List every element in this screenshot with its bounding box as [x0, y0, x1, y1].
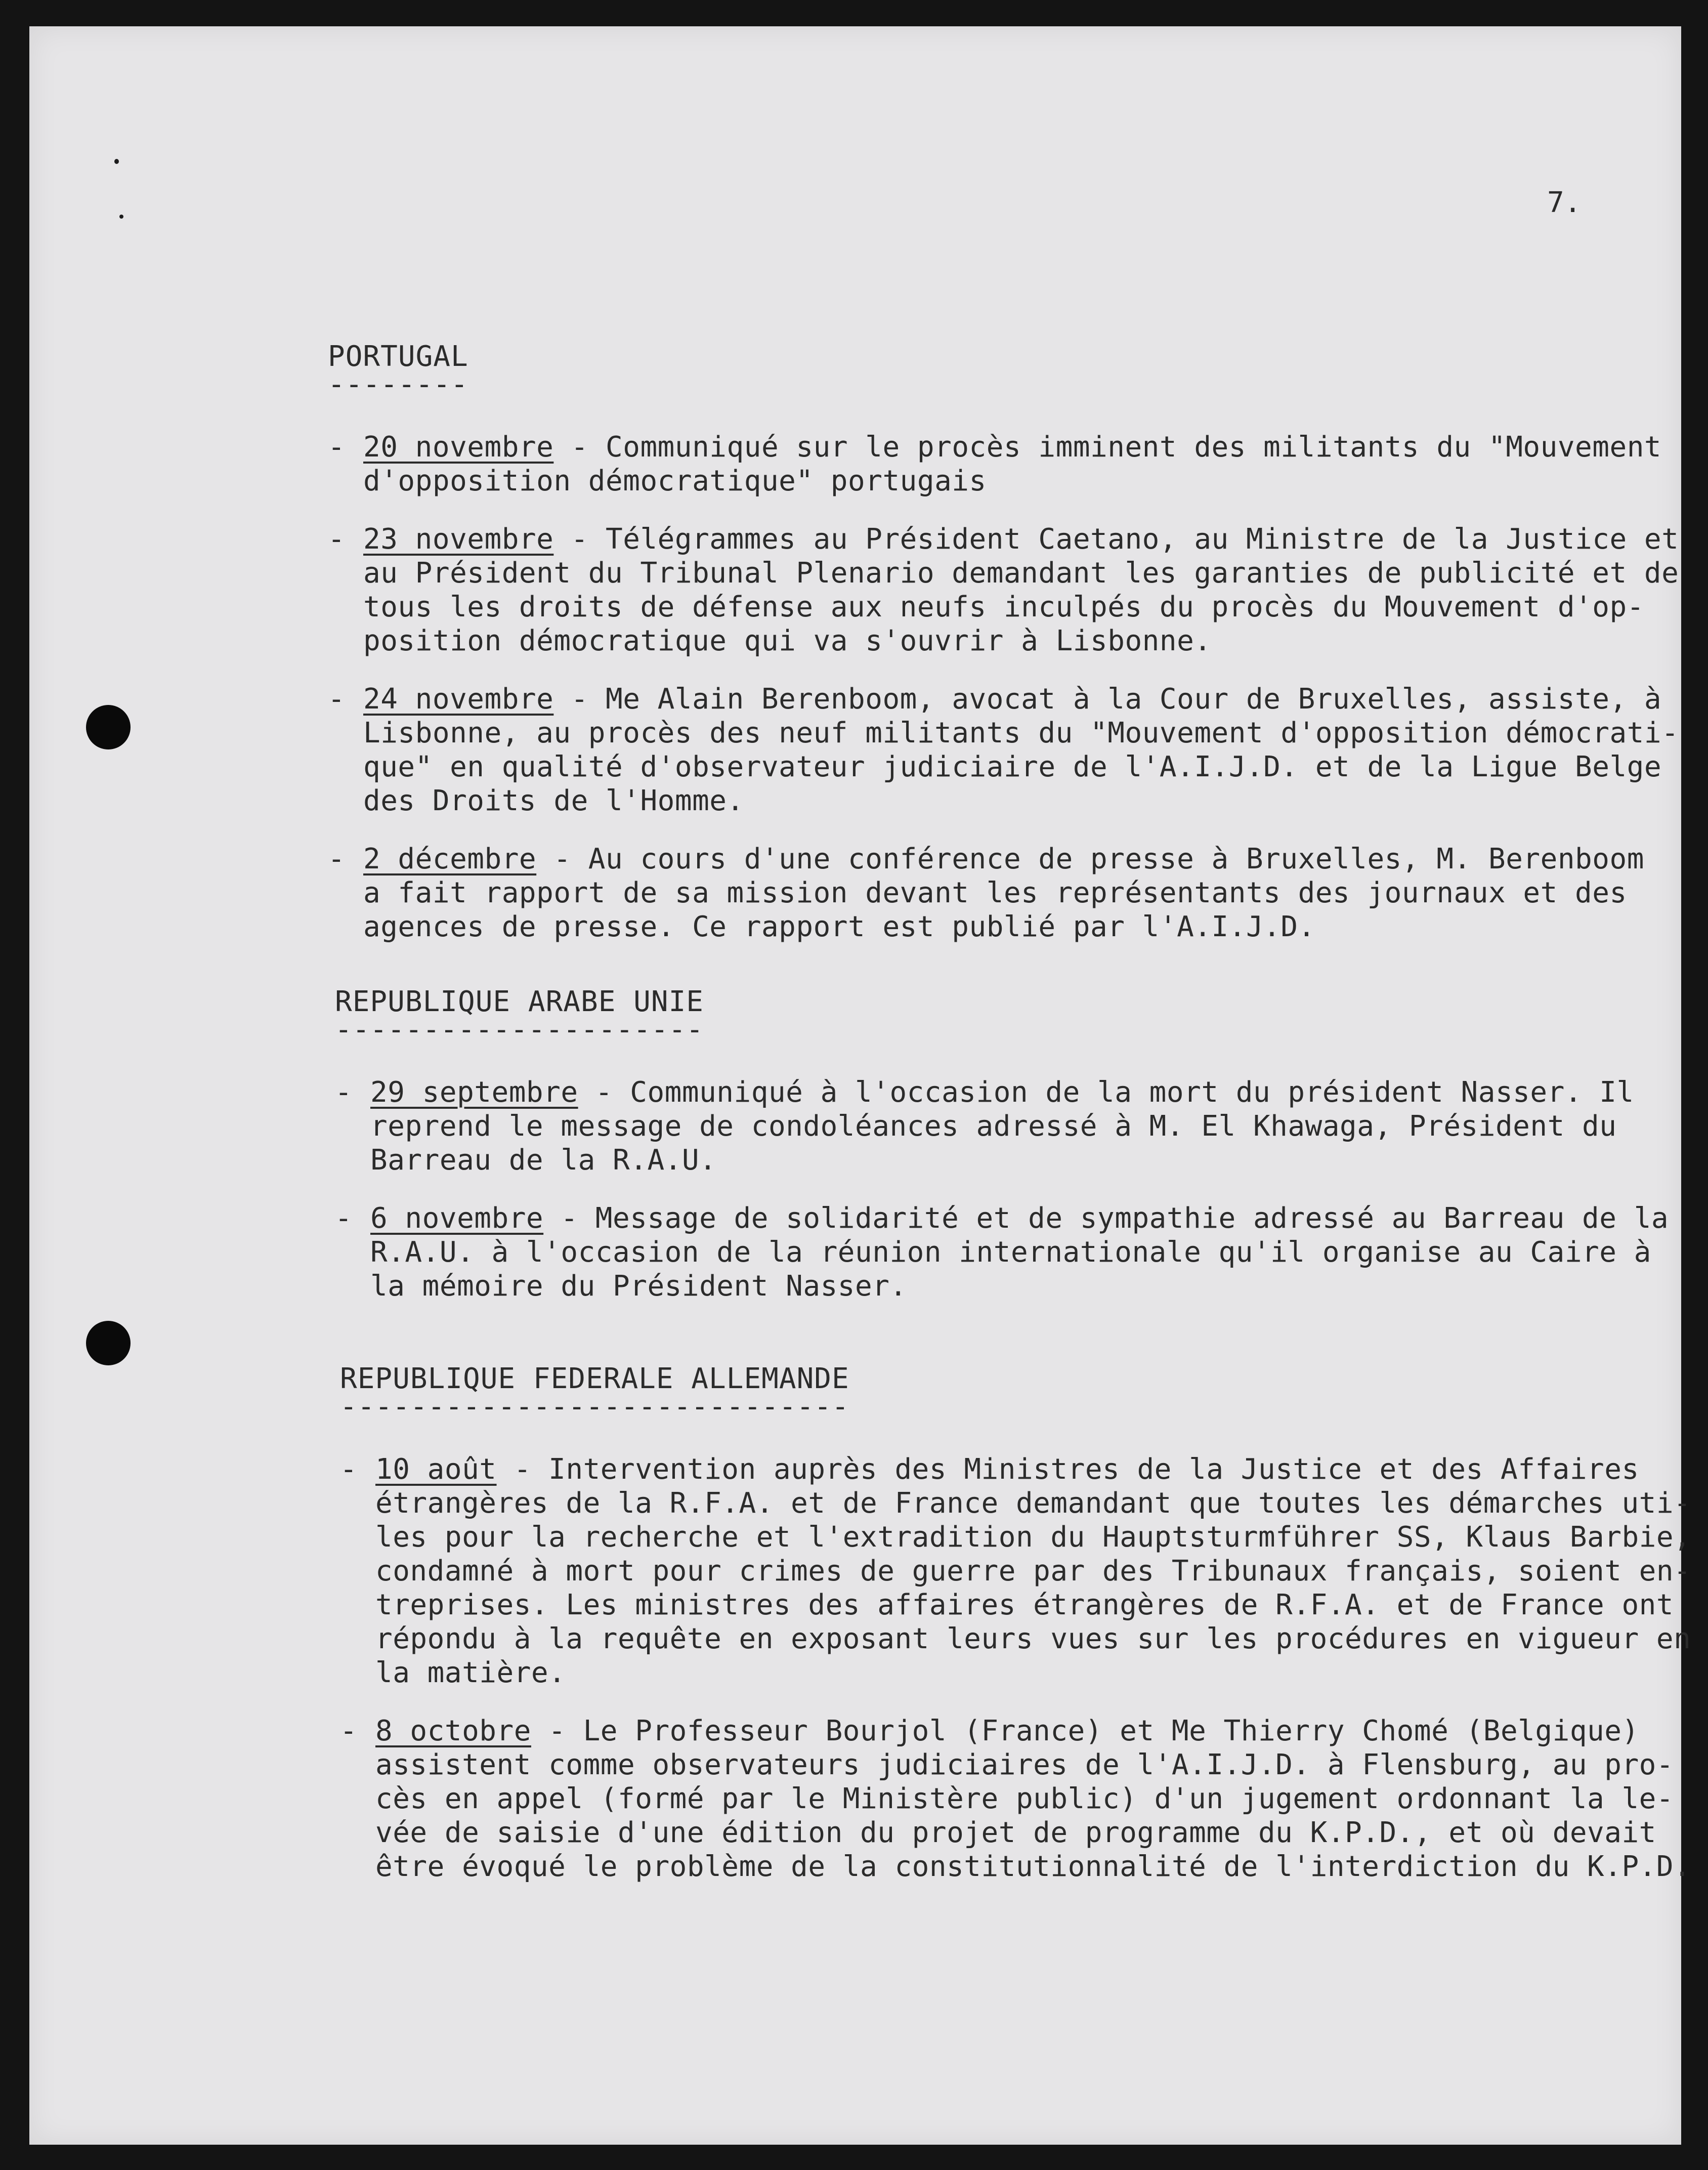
entry-6-novembre: - 6 novembre - Message de solidarité et de sympathie adressé au Barreau de la R.A.U. à l'occasion de la réunion internationale qu'il organise au Caire à la mémoire du Président Nasser. — [335, 1202, 1669, 1303]
entry-20-novembre: - 20 novembre - Communiqué sur le procès imminent des militants du "Mouvement d'opposition démocratique" portugais — [328, 431, 1662, 497]
entry-text: a fait rapport de sa mission devant les représentants des journaux et des — [363, 877, 1627, 909]
entry-text: d'opposition démocratique" portugais — [363, 465, 987, 497]
entry-text: cès en appel (formé par le Ministère public) d'un jugement ordonnant la le- — [375, 1782, 1674, 1815]
entry-text: R.A.U. à l'occasion de la réunion internationale qu'il organise au Caire à — [370, 1236, 1651, 1269]
entry-23-novembre: - 23 novembre - Télégrammes au Président Caetano, au Ministre de la Justice et au Président du Tribunal Plenario demandant les garanties de publicité et de tous les droits de défense aux neufs inculpés du procès du Mouvement d'op- position démocratique qui va s'ouvrir à Lisbonne. — [328, 523, 1679, 657]
entry-text: - Télégrammes au Président Caetano, au Ministre de la Justice et — [553, 523, 1679, 556]
section-heading: REPUBLIQUE ARABE UNIE — [335, 985, 704, 1018]
ink-speck — [119, 215, 123, 219]
heading-underline: -------- — [328, 368, 468, 401]
entry-text: - Communiqué sur le procès imminent des militants du "Mouvement — [553, 431, 1662, 464]
entry-text: - Me Alain Berenboom, avocat à la Cour de Bruxelles, assiste, à — [553, 683, 1662, 716]
section-republique-federale-allemande — [340, 1361, 1691, 1884]
entry-text: - Le Professeur Bourjol (France) et Me Thierry Chomé (Belgique) — [531, 1715, 1639, 1747]
section-heading: PORTUGAL — [328, 340, 468, 373]
entry-text: la mémoire du Président Nasser. — [370, 1270, 907, 1303]
entry-text: étrangères de la R.F.A. et de France demandant que toutes les démarches uti- — [375, 1487, 1691, 1520]
entry-text: treprises. Les ministres des affaires étrangères de R.F.A. et de France ont — [375, 1589, 1674, 1621]
entry-date: 24 novembre — [363, 683, 554, 716]
section-republique-arabe-unie — [335, 984, 1669, 1303]
entry-date: 10 août — [375, 1453, 497, 1486]
entry-29-septembre: - 29 septembre - Communiqué à l'occasion de la mort du président Nasser. Il reprend le message de condoléances adressé à M. El Khawaga, Président du Barreau de la R.A.U. — [335, 1076, 1634, 1177]
heading-underline: --------------------- — [335, 1013, 704, 1046]
heading-underline: ----------------------------- — [340, 1390, 849, 1423]
entry-text: - Message de solidarité et de sympathie adressé au Barreau de la — [543, 1202, 1669, 1235]
entry-2-decembre: - 2 décembre - Au cours d'une conférence de presse à Bruxelles, M. Berenboom a fait rapport de sa mission devant les représentants des journaux et des agences de presse. Ce rapport est publié par l'A.I.J.D. — [328, 843, 1644, 943]
ink-speck — [114, 159, 119, 164]
entry-text: assistent comme observateurs judiciaires de l'A.I.J.D. à Flensburg, au pro- — [375, 1748, 1674, 1781]
entry-text: des Droits de l'Homme. — [363, 784, 744, 817]
page-number: 7. — [1547, 186, 1582, 219]
entry-text: Barreau de la R.A.U. — [370, 1144, 717, 1177]
entry-8-octobre: - 8 octobre - Le Professeur Bourjol (France) et Me Thierry Chomé (Belgique) assistent comme observateurs judiciaires de l'A.I.J.D. à Flensburg, au pro- cès en appel (formé par le Ministère public) d'un jugement ordonnant la le- vée de saisie d'une édition du projet de programme du K.P.D., et où devait être évoqué le problème de la constitutionnalité de l'interdiction du K.P.D. — [340, 1715, 1691, 1883]
entry-24-novembre: - 24 novembre - Me Alain Berenboom, avocat à la Cour de Bruxelles, assiste, à Lisbonne, au procès des neuf militants du "Mouvement d'opposition démocrati- que" en qualité d'observateur judiciaire de l'A.I.J.D. et de la Ligue Belge des Droits de l'Homme. — [328, 683, 1679, 817]
entry-date: 29 septembre — [370, 1076, 578, 1109]
entry-date: 6 novembre — [370, 1202, 544, 1235]
punch-hole-lower — [86, 1321, 131, 1365]
entry-text: que" en qualité d'observateur judiciaire de l'A.I.J.D. et de la Ligue Belge — [363, 750, 1662, 783]
section-portugal — [328, 339, 1679, 944]
entry-text: - Communiqué à l'occasion de la mort du président Nasser. Il — [578, 1076, 1634, 1109]
entry-10-aout: - 10 août - Intervention auprès des Ministres de la Justice et des Affaires étrangères de la R.F.A. et de France demandant que toutes les démarches uti- les pour la recherche et l'extradition du Hauptsturmführer SS, Klaus Barbie, condamné à mort pour crimes de guerre par des Tribunaux français, soient en- treprises. Les ministres des affaires étrangères de R.F.A. et de France ont répondu à la requête en exposant leurs vues sur les procédures en vigueur en la matière. — [340, 1453, 1691, 1689]
entry-text: la matière. — [375, 1656, 566, 1689]
entry-text: Lisbonne, au procès des neuf militants du "Mouvement d'opposition démocrati- — [363, 717, 1679, 749]
entry-text: - Au cours d'une conférence de presse à Bruxelles, M. Berenboom — [536, 843, 1644, 875]
entry-date: 20 novembre — [363, 431, 554, 464]
entry-text: tous les droits de défense aux neufs inculpés du procès du Mouvement d'op- — [363, 591, 1644, 623]
section-heading: REPUBLIQUE FEDERALE ALLEMANDE — [340, 1362, 849, 1395]
entry-text: répondu à la requête en exposant leurs vues sur les procédures en vigueur en — [375, 1622, 1691, 1655]
punch-hole-upper — [86, 705, 131, 749]
entry-text: vée de saisie d'une édition du projet de programme du K.P.D., et où devait — [375, 1816, 1656, 1849]
entry-text: reprend le message de condoléances adressé à M. El Khawaga, Président du — [370, 1110, 1617, 1143]
entry-text: agences de presse. Ce rapport est publié par l'A.I.J.D. — [363, 910, 1315, 943]
entry-text: condamné à mort pour crimes de guerre par des Tribunaux français, soient en- — [375, 1555, 1691, 1588]
entry-text: être évoqué le problème de la constitutionnalité de l'interdiction du K.P.D. — [375, 1850, 1691, 1883]
entry-date: 2 décembre — [363, 843, 537, 875]
entry-text: au Président du Tribunal Plenario demandant les garanties de publicité et de — [363, 557, 1679, 590]
entry-text: - Intervention auprès des Ministres de la Justice et des Affaires — [496, 1453, 1639, 1486]
entry-date: 23 novembre — [363, 523, 554, 556]
entry-text: position démocratique qui va s'ouvrir à Lisbonne. — [363, 624, 1212, 657]
entry-text: les pour la recherche et l'extradition du Hauptsturmführer SS, Klaus Barbie, — [375, 1521, 1691, 1554]
entry-date: 8 octobre — [375, 1715, 531, 1747]
